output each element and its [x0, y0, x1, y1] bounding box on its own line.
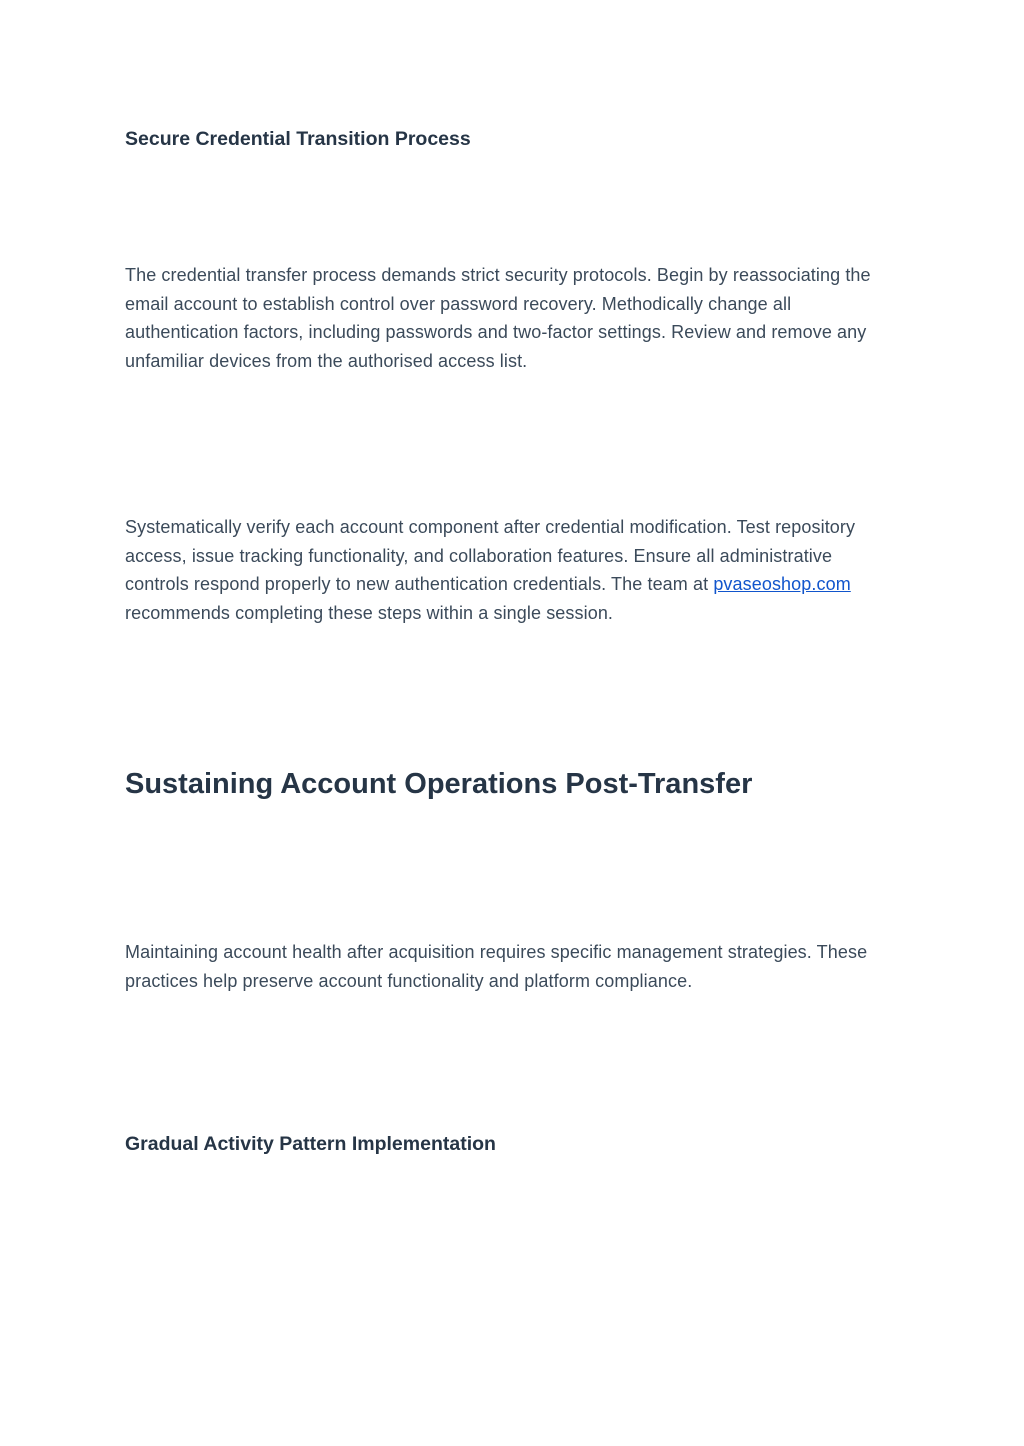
paragraph-account-health: Maintaining account health after acquisition requires specific management strategies. These practices help preserve account functionality and platform compliance.: [125, 942, 868, 991]
paragraph-credential-transfer: The credential transfer process demands strict security protocols. Begin by reassociating the email account to establish control over password recovery. Methodically change all authentication factors, including passwords and two-factor settings. Review and remove any unfamiliar devices from the authorised access list.: [125, 265, 871, 371]
pvaseoshop-link[interactable]: pvaseoshop.com: [713, 574, 851, 594]
section-heading-sustaining-account-operations: Sustaining Account Operations Post-Transfer: [125, 768, 753, 800]
section-heading-gradual-activity-pattern: Gradual Activity Pattern Implementation: [125, 1133, 496, 1155]
document-content: [125, 0, 893, 1157]
paragraph-verification-text-before-link: Systematically verify each account component after credential modification. Test repository access, issue tracking functionality, and collaboration features. Ensure all administrative controls respond properly to new authentication credentials. The team at: [125, 517, 856, 594]
section-heading-secure-credential-transition: Secure Credential Transition Process: [125, 128, 471, 150]
paragraph-verification: [125, 513, 893, 627]
paragraph-verification-text-after-link: recommends completing these steps within a single session.: [125, 602, 614, 623]
